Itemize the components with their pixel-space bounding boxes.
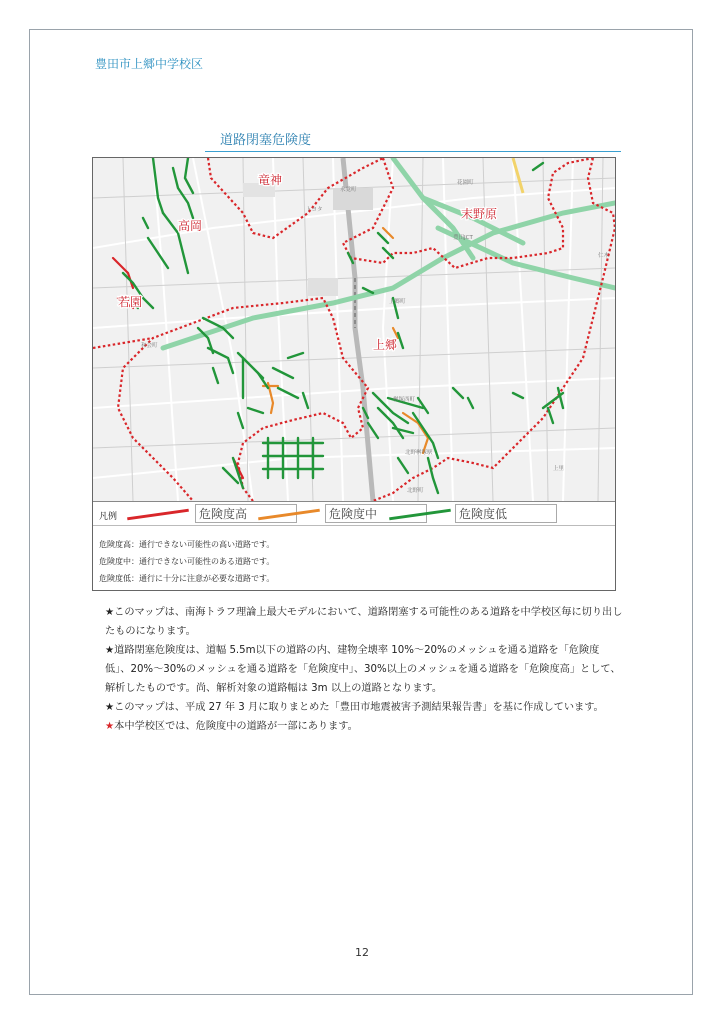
legend-swatch-high xyxy=(127,509,189,521)
header-title: 豊田市上郷中学校区 xyxy=(95,57,204,71)
legend-note-medium: 危険度中：通行できない可能性のある道路です。 xyxy=(99,557,275,566)
street-label: 豊田JCT xyxy=(453,235,473,241)
place-label: 竜神 xyxy=(258,173,283,187)
star-bullet: ★ xyxy=(105,645,115,656)
legend-title: 凡例 xyxy=(99,512,118,522)
street-label: 永覚町 xyxy=(340,187,357,193)
road-blockage-map xyxy=(93,158,615,501)
street-label: 上里 xyxy=(553,466,565,472)
section-divider xyxy=(205,151,621,152)
paragraph-text: 本中学校区では、危険度中の道路が一部にあります。 xyxy=(114,721,358,732)
street-label: トヨタ xyxy=(306,207,323,213)
street-label: 仁木 xyxy=(598,253,610,259)
description-paragraph xyxy=(105,698,623,717)
legend-item-high: 危険度高 xyxy=(195,504,297,523)
place-label: 上郷 xyxy=(373,338,398,352)
street-label: 北野町 xyxy=(407,488,424,494)
place-label: 若園 xyxy=(118,295,143,309)
street-label: 和会町 xyxy=(141,343,158,349)
page-number: 12 xyxy=(355,946,369,959)
legend-item-low: 危険度低 xyxy=(455,504,557,523)
place-label: 高岡 xyxy=(178,219,203,233)
legend-note-low: 危険度低：通行に十分に注意が必要な道路です。 xyxy=(99,574,275,583)
street-label: 上郷町 xyxy=(389,299,406,305)
street-label: 桝塚西町 xyxy=(393,397,416,403)
legend-note-high: 危険度高：通行できない可能性の高い道路です。 xyxy=(99,540,275,549)
description-paragraph xyxy=(105,717,623,736)
street-label: 北野桝塚駅 xyxy=(405,450,433,456)
legend-item-medium: 危険度中 xyxy=(325,504,427,523)
section-title: 道路閉塞危険度 xyxy=(220,133,312,148)
star-bullet: ★ xyxy=(105,702,115,713)
street-label: 花園町 xyxy=(457,180,474,186)
star-bullet-red: ★ xyxy=(105,721,115,732)
paragraph-text: 道路閉塞危険度は、道幅 5.5m以下の道路の内、建物全壊率 10%～20%のメッシュを通る道路を「危険度低」、20%～30%のメッシュを通る道路を「危険度中」、30%以上のメッシュを通る道路を「危険度高」として、解析したものです。尚、解析対象の道路幅は 3m 以上の道路となります。 xyxy=(105,645,621,694)
paragraph-text: このマップは、南海トラフ理論上最大モデルにおいて、道路閉塞する可能性のある道路を中学校区毎に切り出したものになります。 xyxy=(105,607,623,637)
description-paragraph xyxy=(105,641,623,698)
description-paragraph xyxy=(105,603,623,641)
place-label: 末野原 xyxy=(461,207,498,221)
star-bullet: ★ xyxy=(105,607,115,618)
map-panel xyxy=(92,157,616,591)
paragraph-text: このマップは、平成 27 年 3 月に取りまとめた「豊田市地震被害予測結果報告書」を基に作成しています。 xyxy=(114,702,604,713)
map-description xyxy=(105,603,623,736)
map-legend xyxy=(93,501,615,526)
